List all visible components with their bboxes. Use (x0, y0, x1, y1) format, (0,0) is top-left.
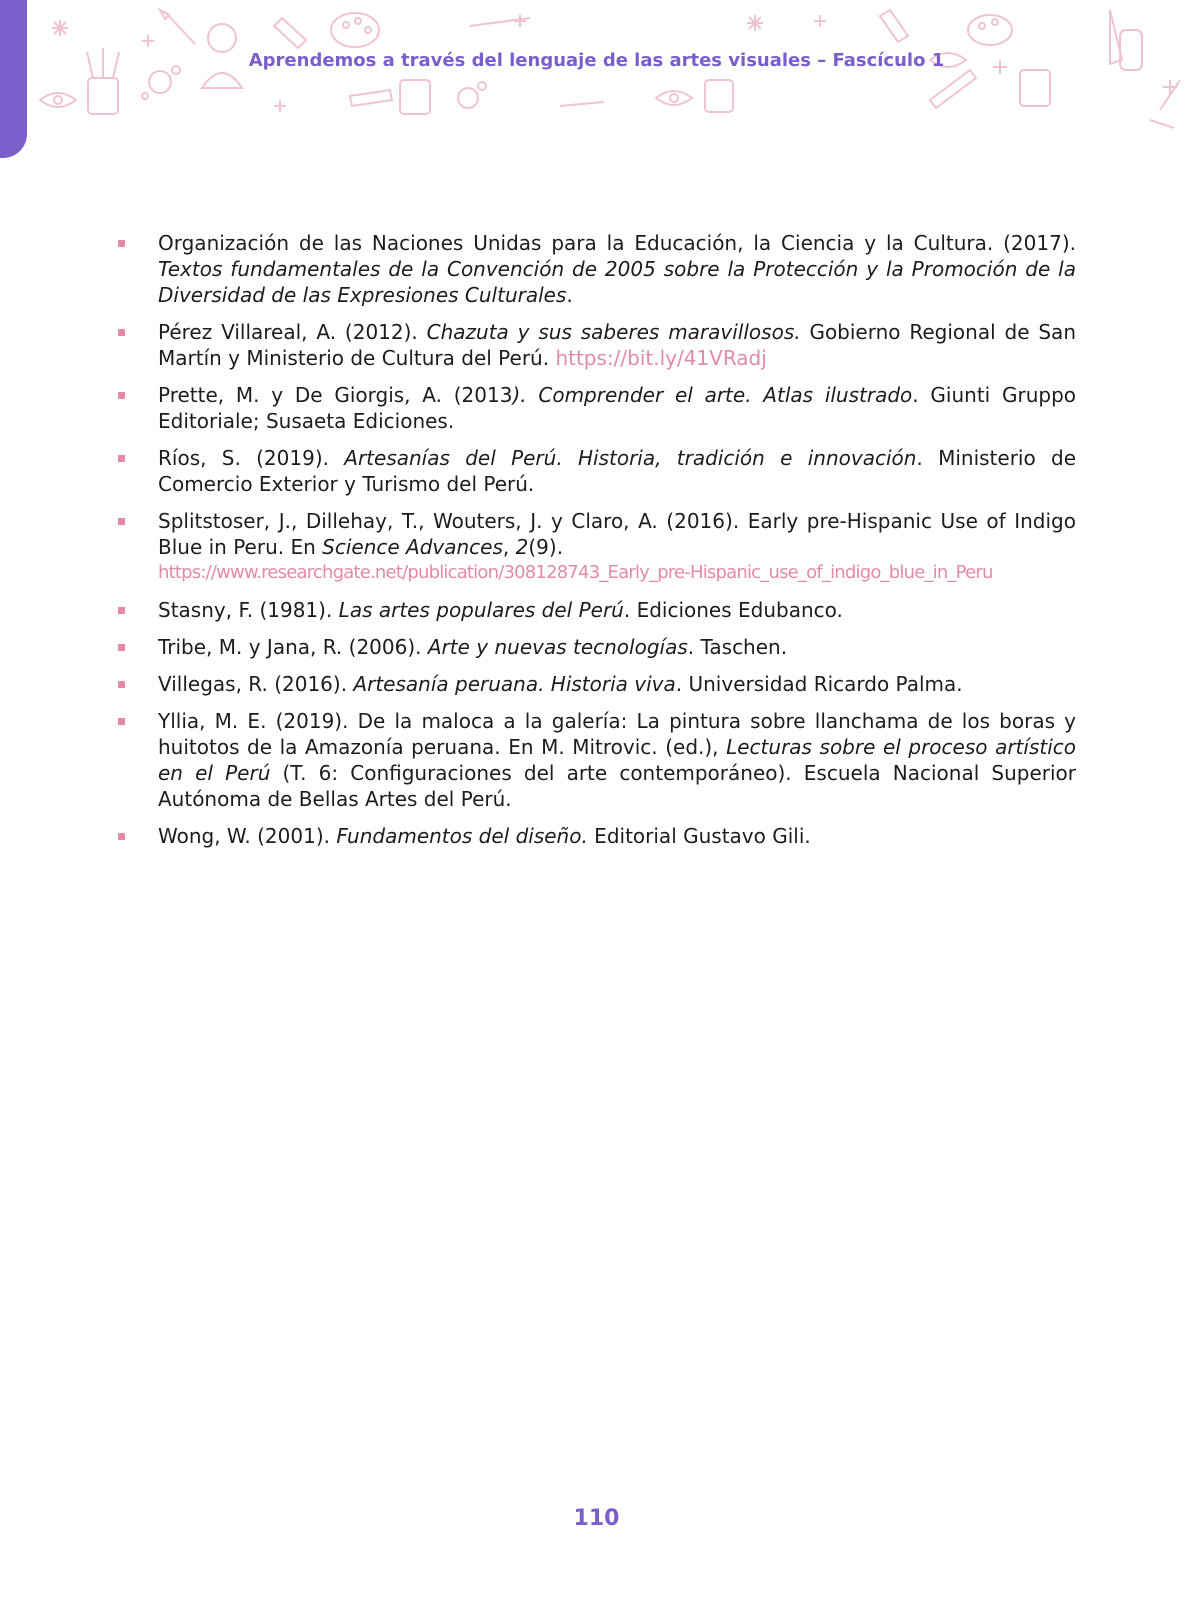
reference-text: Editorial Gustavo Gili. (587, 824, 811, 848)
reference-title: Arte y nuevas tecnologías (427, 635, 688, 659)
reference-item (118, 319, 1076, 371)
reference-title: Lecturas sobre el proceso artístico en el Perú (158, 735, 1076, 785)
reference-text: Ríos, S. (2019). (158, 446, 345, 470)
page-number: 110 (573, 1506, 620, 1531)
references-list (118, 230, 1076, 860)
reference-item (118, 823, 1076, 849)
reference-text: Villegas, R. (2016). (158, 672, 354, 696)
bullet-square-icon (118, 718, 125, 725)
reference-text: Yllia, M. E. (2019). De la maloca a la galería: La pintura sobre llanchama de los boras y huitotos de la Amazonía peruana. En M. Mitrovic. (ed.), (158, 709, 1076, 759)
reference-link[interactable]: https://bit.ly/41VRadj (555, 346, 767, 370)
reference-title: ). Comprender el arte. Atlas ilustrado (512, 383, 913, 407)
reference-item (118, 382, 1076, 434)
reference-text: Organización de las Naciones Unidas para la Educación, la Ciencia y la Cultura. (2017). (158, 231, 1076, 255)
reference-item (118, 508, 1076, 586)
reference-text: (T. 6: Configuraciones del arte contemporáneo). Escuela Nacional Superior Autónoma de Bellas Artes del Perú. (158, 761, 1076, 811)
reference-text: . Universidad Ricardo Palma. (675, 672, 963, 696)
reference-link[interactable]: https://www.researchgate.net/publication/308128743_Early_pre-Hispanic_use_of_indigo_blue_in_Peru (158, 562, 993, 583)
reference-text: Stasny, F. (1981). (158, 598, 339, 622)
reference-text: . Taschen. (687, 635, 788, 659)
reference-title: Artesanía peruana. Historia viva (353, 672, 676, 696)
reference-item (118, 671, 1076, 697)
header-title: Aprendemos a través del lenguaje de las artes visuales – Fascículo 1 (248, 50, 945, 71)
palette-doodle-icon (331, 13, 379, 47)
jar-doodle-icon (400, 30, 1142, 114)
reference-item (118, 445, 1076, 497)
bullet-square-icon (118, 518, 125, 525)
bullet-square-icon (118, 240, 125, 247)
reference-text: Gobierno Regional de San Martín y Ministerio de Cultura del Perú. (158, 320, 1076, 370)
reference-volume: 2 (515, 535, 529, 559)
reference-text: Prette, M. y De Giorgis, A. (2013 (158, 383, 513, 407)
bullet-square-icon (118, 392, 125, 399)
star-doodle-icon (52, 20, 68, 36)
reference-text: . Ediciones Edubanco. (623, 598, 843, 622)
reference-title: Chazuta y sus saberes maravillosos. (426, 320, 801, 344)
palette-doodle-icon (968, 15, 1012, 45)
splash-doodle-icon (142, 66, 486, 108)
brush-doodle-icon (160, 10, 195, 44)
reference-title: Science Advances (322, 535, 503, 559)
reference-title: Fundamentos del diseño. (336, 824, 588, 848)
reference-text: Tribe, M. y Jana, R. (2006). (158, 635, 428, 659)
reference-title: Artesanías del Perú. Historia, tradición e innovación (344, 446, 917, 470)
bullet-square-icon (118, 455, 125, 462)
reference-text: Splitstoser, J., Dillehay, T., Wouters, J. y Claro, A. (2016). Early pre-Hispanic Use of Indigo Blue in Peru. En (158, 509, 1076, 559)
bullet-square-icon (118, 607, 125, 614)
reference-item (118, 634, 1076, 660)
reference-text: . Giunti Gruppo Editoriale; Susaeta Ediciones. (158, 383, 1077, 433)
reference-title: Textos fundamentales de la Convención de 2005 sobre la Protección y la Promoción de la Diversidad de las Expresiones Culturales (158, 257, 1076, 307)
bullet-square-icon (118, 329, 125, 336)
reference-text: Pérez Villareal, A. (2012). (158, 320, 427, 344)
bullet-square-icon (118, 833, 125, 840)
bullet-square-icon (118, 644, 125, 651)
reference-text: . Ministerio de Comercio Exterior y Turismo del Perú. (158, 446, 1077, 496)
reference-text: , (502, 535, 516, 559)
header-decoration (0, 0, 1193, 160)
reference-item (118, 708, 1076, 812)
reference-text: (9). (528, 535, 564, 559)
reference-text: Wong, W. (2001). (158, 824, 337, 848)
reference-item (118, 597, 1076, 623)
reference-title: Las artes populares del Perú (338, 598, 624, 622)
reference-text: . (566, 283, 573, 307)
reference-item (118, 230, 1076, 308)
bullet-square-icon (118, 681, 125, 688)
